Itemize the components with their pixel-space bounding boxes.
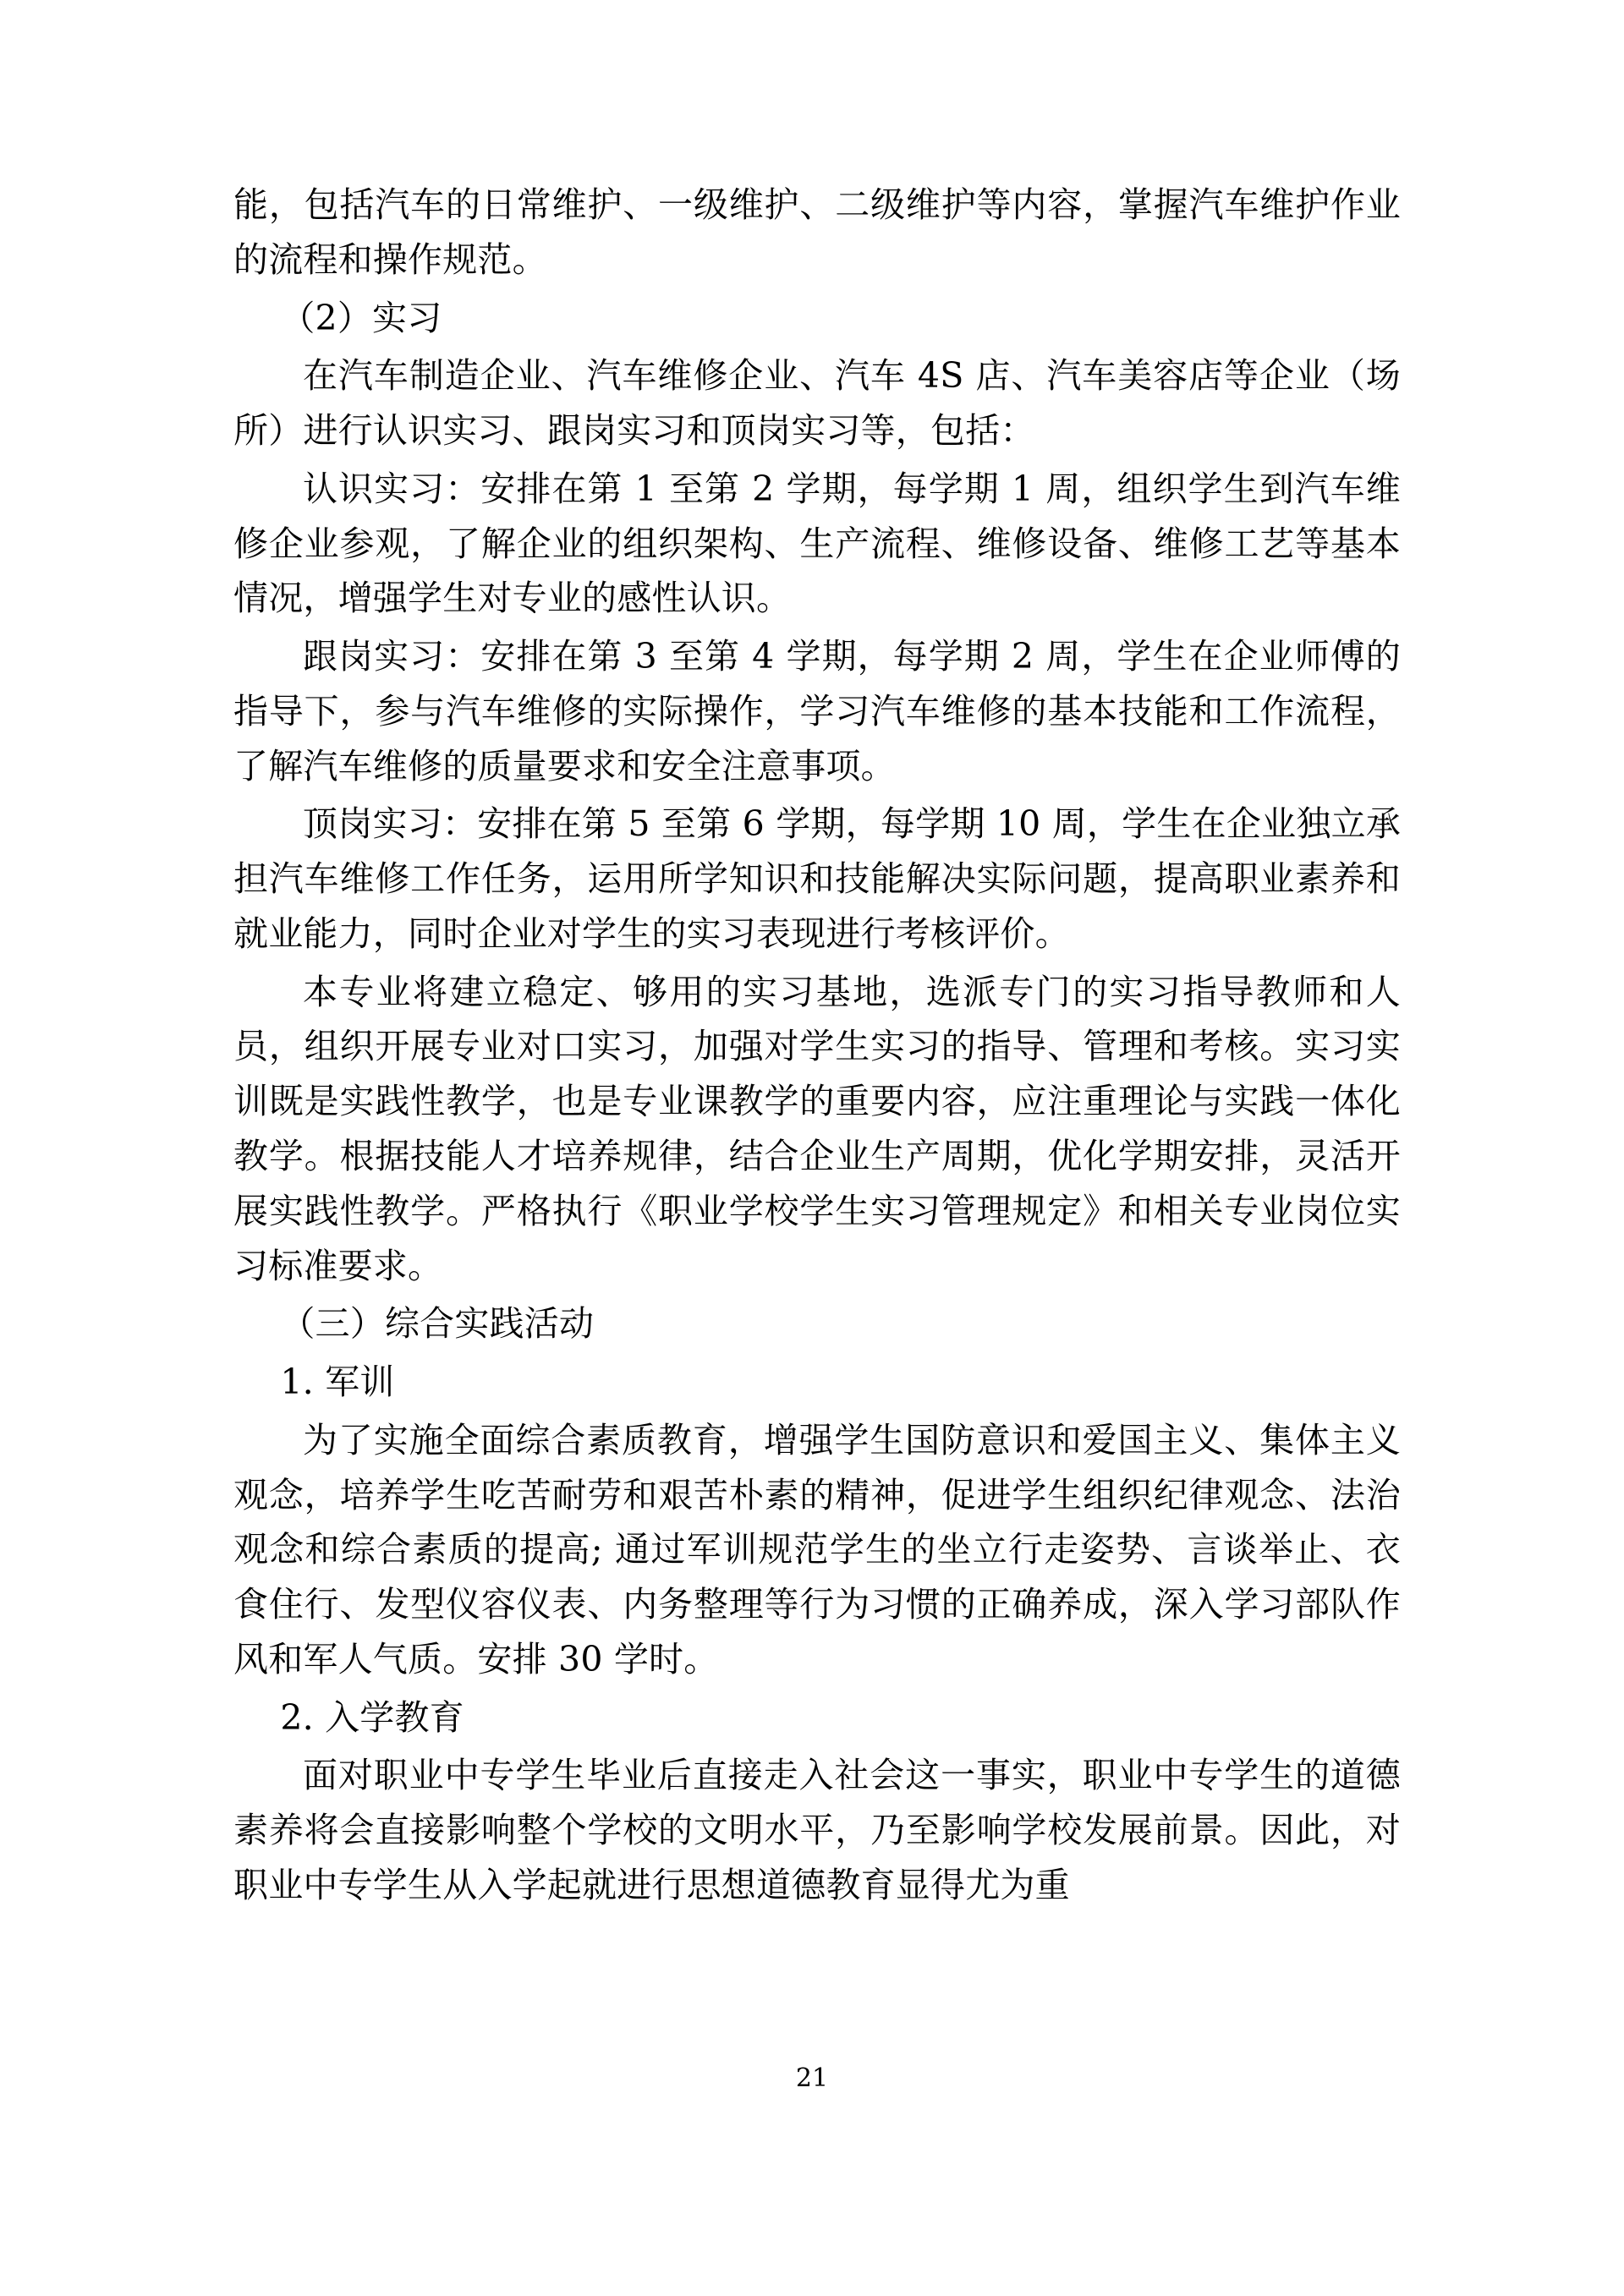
paragraph: 顶岗实习：安排在第 5 至第 6 学期，每学期 10 周，学生在企业独立承担汽车维修工作任务，运用所学知识和技能解决实际问题，提高职业素养和就业能力，同时企业对学生的实习表现进行考核评价。 [233,803,1401,954]
paragraph: 本专业将建立稳定、够用的实习基地，选派专门的实习指导教师和人员，组织开展专业对口实习，加强对学生实习的指导、管理和考核。实习实训既是实践性教学，也是专业课教学的重要内容，应注重理论与实践一体化教学。根据技能人才培养规律，结合企业生产周期，优化学期安排，灵活开展实践性教学。严格执行《职业学校学生实习管理规定》和相关专业岗位实习标准要求。 [233,971,1401,1286]
subsection-heading: 2. 入学教育 [280,1696,464,1738]
paragraph: 在汽车制造企业、汽车维修企业、汽车 4S 店、汽车美容店等企业（场所）进行认识实习、跟岗实习和顶岗实习等，包括： [233,355,1401,452]
paragraph: 能，包括汽车的日常维护、一级维护、二级维护等内容，掌握汽车维护作业的流程和操作规范。 [233,184,1401,280]
paragraph: 为了实施全面综合素质教育，增强学生国防意识和爱国主义、集体主义观念，培养学生吃苦耐劳和艰苦朴素的精神，促进学生组织纪律观念、法治观念和综合素质的提高; 通过军训规范学生的坐立行走姿势、言谈举止、衣食住行、发型仪容仪表、内务整理等行为习惯的正确养成，深入学习部队作风和军人气质。安排 30 学时。 [233,1419,1401,1680]
paragraph: 认识实习：安排在第 1 至第 2 学期，每学期 1 周，组织学生到汽车维修企业参观，了解企业的组织架构、生产流程、维修设备、维修工艺等基本情况，增强学生对专业的感性认识。 [233,468,1401,619]
paragraph-heading: （2）实习 [280,297,442,338]
page-body [233,178,1401,1916]
paragraph: 面对职业中专学生毕业后直接走入社会这一事实，职业中专学生的道德素养将会直接影响整个学校的文明水平，乃至影响学校发展前景。因此，对职业中专学生从入学起就进行思想道德教育显得尤为重 [233,1755,1401,1905]
paragraph: 跟岗实习：安排在第 3 至第 4 学期，每学期 2 周，学生在企业师傅的指导下，参与汽车维修的实际操作，学习汽车维修的基本技能和工作流程，了解汽车维修的质量要求和安全注意事项。 [233,636,1401,786]
page-number: 21 [795,2063,829,2093]
section-heading: （三）综合实践活动 [280,1303,595,1345]
subsection-heading: 1. 军训 [280,1362,395,1403]
